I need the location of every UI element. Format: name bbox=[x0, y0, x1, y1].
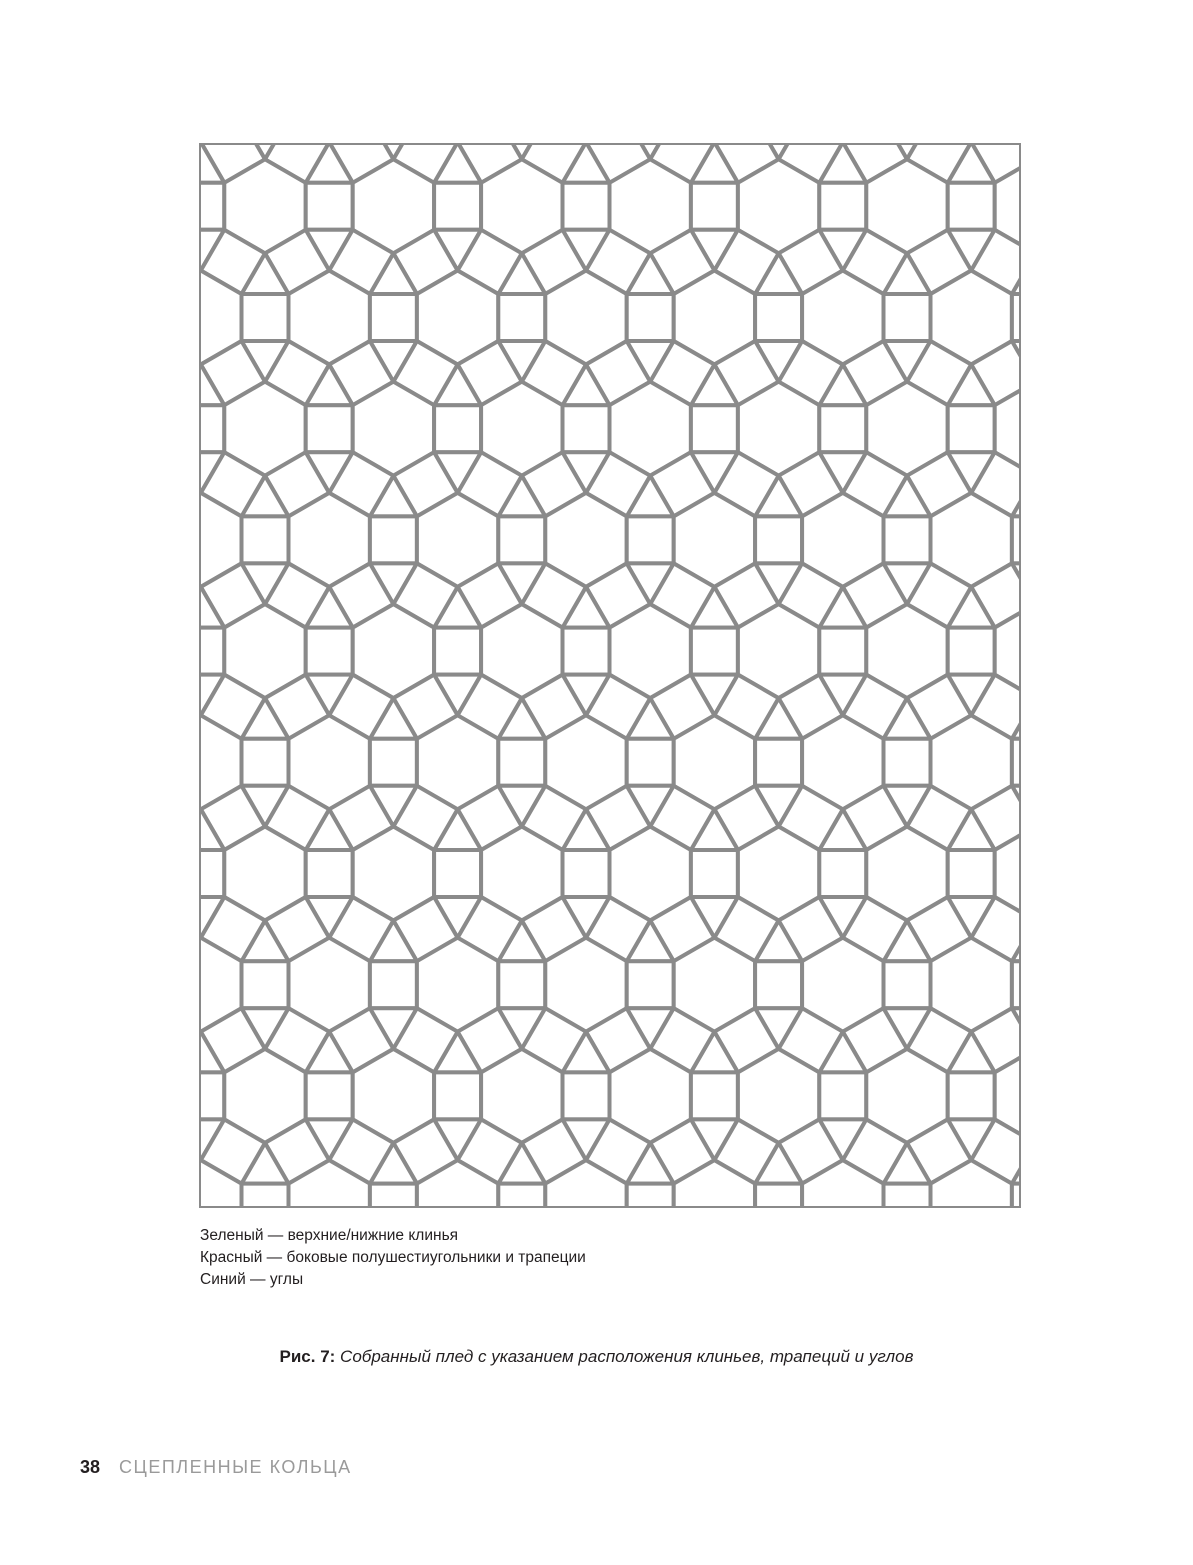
caption-label: Рис. 7: bbox=[279, 1347, 336, 1366]
square-tile bbox=[199, 405, 224, 452]
square-tile bbox=[242, 961, 289, 1008]
caption-text: Собранный плед с указанием расположения клиньев, трапеций и углов bbox=[340, 1347, 914, 1366]
square-tile bbox=[242, 516, 289, 563]
square-tile bbox=[434, 850, 481, 897]
legend-red: Красный — боковые полушестиугольники и трапеции bbox=[200, 1249, 586, 1266]
legend-blue: Синий — углы bbox=[200, 1271, 304, 1288]
quilt-diagram bbox=[199, 143, 1021, 1208]
square-tile bbox=[755, 294, 802, 341]
square-tile bbox=[819, 850, 866, 897]
square-tile bbox=[563, 405, 610, 452]
square-tile bbox=[434, 1072, 481, 1119]
square-tile bbox=[563, 628, 610, 675]
square-tile bbox=[563, 183, 610, 230]
square-tile bbox=[884, 739, 931, 786]
square-tile bbox=[691, 1072, 738, 1119]
page-footer bbox=[80, 1457, 352, 1478]
square-tile bbox=[498, 739, 545, 786]
square-tile bbox=[370, 294, 417, 341]
square-tile bbox=[819, 405, 866, 452]
square-tile bbox=[370, 1184, 417, 1208]
square-tile bbox=[755, 516, 802, 563]
square-tile bbox=[306, 1072, 353, 1119]
square-tile bbox=[306, 183, 353, 230]
square-tile bbox=[306, 405, 353, 452]
square-tile bbox=[691, 183, 738, 230]
square-tile bbox=[627, 1184, 674, 1208]
square-tile bbox=[627, 516, 674, 563]
square-tile bbox=[563, 1072, 610, 1119]
running-title: СЦЕПЛЕННЫЕ КОЛЬЦА bbox=[119, 1457, 352, 1477]
square-tile bbox=[948, 1072, 995, 1119]
square-tile bbox=[819, 1072, 866, 1119]
square-tile bbox=[199, 183, 224, 230]
color-legend bbox=[200, 1225, 586, 1291]
square-tile bbox=[627, 961, 674, 1008]
square-tile bbox=[691, 628, 738, 675]
square-tile bbox=[242, 739, 289, 786]
square-tile bbox=[627, 739, 674, 786]
square-tile bbox=[242, 1184, 289, 1208]
square-tile bbox=[691, 850, 738, 897]
figure-caption bbox=[0, 1347, 1193, 1367]
square-tile bbox=[884, 516, 931, 563]
square-tile bbox=[306, 628, 353, 675]
square-tile bbox=[691, 405, 738, 452]
square-tile bbox=[948, 405, 995, 452]
square-tile bbox=[434, 628, 481, 675]
square-tile bbox=[498, 1184, 545, 1208]
square-tile bbox=[884, 294, 931, 341]
square-tile bbox=[370, 516, 417, 563]
square-tile bbox=[755, 739, 802, 786]
square-tile bbox=[306, 850, 353, 897]
square-tile bbox=[199, 850, 224, 897]
square-tile bbox=[199, 628, 224, 675]
page-number: 38 bbox=[80, 1457, 101, 1477]
square-tile bbox=[498, 294, 545, 341]
square-tile bbox=[370, 961, 417, 1008]
square-tile bbox=[948, 183, 995, 230]
square-tile bbox=[755, 961, 802, 1008]
legend-green: Зеленый — верхние/нижние клинья bbox=[200, 1227, 459, 1244]
square-tile bbox=[370, 739, 417, 786]
square-tile bbox=[948, 628, 995, 675]
square-tile bbox=[755, 1184, 802, 1208]
square-tile bbox=[884, 961, 931, 1008]
tile-layer bbox=[199, 143, 1021, 1208]
square-tile bbox=[884, 1184, 931, 1208]
square-tile bbox=[819, 628, 866, 675]
square-tile bbox=[819, 183, 866, 230]
square-tile bbox=[434, 183, 481, 230]
square-tile bbox=[563, 850, 610, 897]
square-tile bbox=[948, 850, 995, 897]
square-tile bbox=[627, 294, 674, 341]
square-tile bbox=[199, 1072, 224, 1119]
square-tile bbox=[498, 961, 545, 1008]
square-tile bbox=[434, 405, 481, 452]
square-tile bbox=[242, 294, 289, 341]
square-tile bbox=[498, 516, 545, 563]
